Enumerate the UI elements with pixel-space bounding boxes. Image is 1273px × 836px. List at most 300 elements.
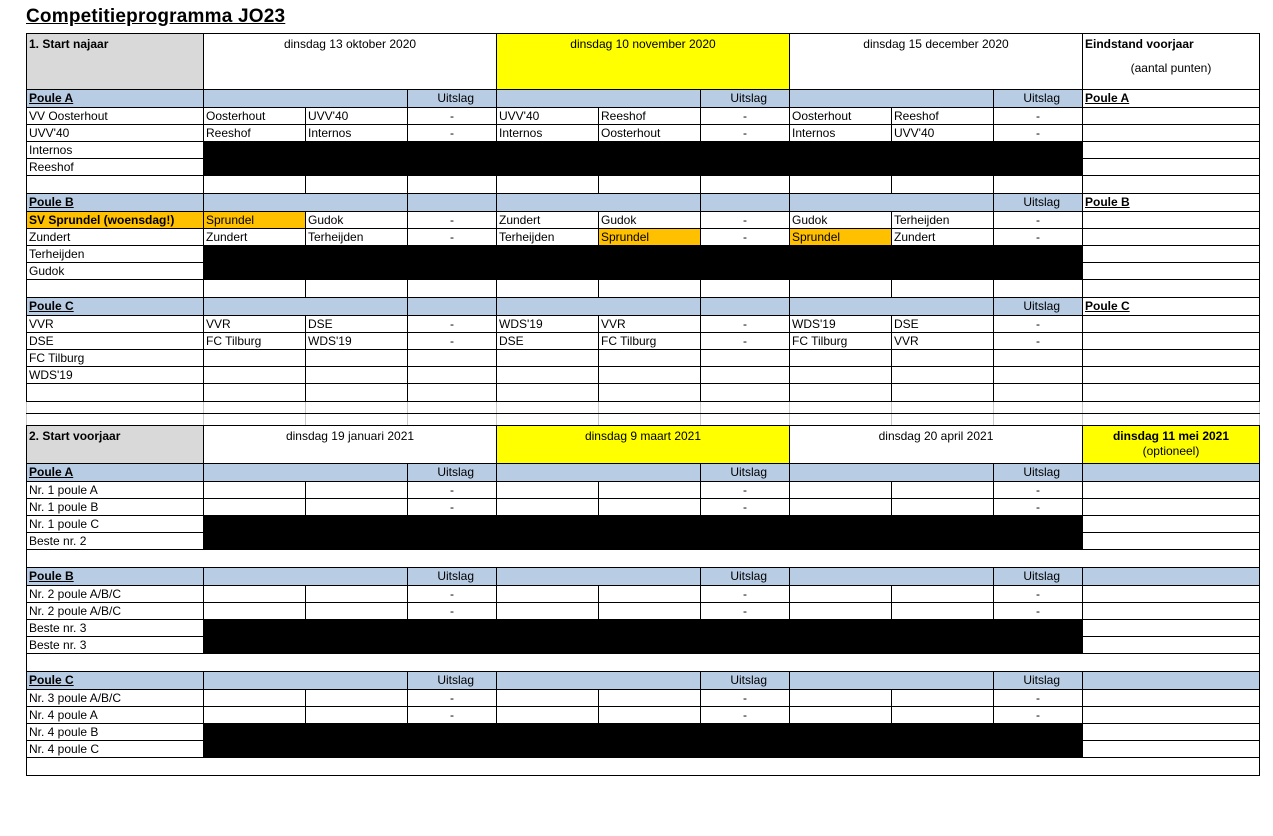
match-team: Zundert bbox=[497, 212, 599, 229]
poule-label-end: Poule C bbox=[1083, 298, 1260, 316]
uitslag-label: Uitslag bbox=[701, 464, 790, 482]
match-team: VVR bbox=[892, 333, 994, 350]
empty-cell bbox=[408, 367, 497, 384]
team-name: Zundert bbox=[27, 229, 204, 246]
empty-cell bbox=[892, 414, 994, 426]
blue-spacer bbox=[497, 194, 701, 212]
empty-cell bbox=[994, 402, 1083, 414]
standings-cell bbox=[1083, 482, 1260, 499]
table-row bbox=[27, 499, 1260, 516]
table-row bbox=[27, 724, 1260, 741]
poule-label-end: Poule B bbox=[1083, 194, 1260, 212]
score-dash: - bbox=[701, 690, 790, 707]
empty-cell bbox=[27, 550, 1260, 568]
empty-cell bbox=[790, 280, 892, 298]
empty-cell bbox=[994, 176, 1083, 194]
standings-cell bbox=[1083, 690, 1260, 707]
empty-cell bbox=[306, 367, 408, 384]
score-dash: - bbox=[701, 229, 790, 246]
blue-spacer bbox=[204, 672, 408, 690]
team-name: Internos bbox=[27, 142, 204, 159]
empty-cell bbox=[994, 350, 1083, 367]
uitslag-label: Uitslag bbox=[994, 568, 1083, 586]
score-dash: - bbox=[408, 212, 497, 229]
standings-cell bbox=[1083, 350, 1260, 367]
uitslag-label bbox=[701, 298, 790, 316]
match-team: Terheijden bbox=[497, 229, 599, 246]
team-name: SV Sprundel (woensdag!) bbox=[27, 212, 204, 229]
blocked-area bbox=[204, 516, 1083, 550]
blocked-area bbox=[204, 620, 1083, 654]
team-name: Terheijden bbox=[27, 246, 204, 263]
table-row bbox=[27, 298, 1260, 316]
empty-cell bbox=[790, 350, 892, 367]
empty-cell bbox=[892, 384, 994, 402]
end-column-header bbox=[1083, 34, 1260, 90]
match-date: dinsdag 19 januari 2021 bbox=[204, 426, 497, 464]
match-team bbox=[599, 603, 701, 620]
team-name: Beste nr. 2 bbox=[27, 533, 204, 550]
match-team bbox=[892, 603, 994, 620]
match-team bbox=[204, 707, 306, 724]
match-team bbox=[306, 690, 408, 707]
table-row bbox=[27, 758, 1260, 776]
team-name: UVV'40 bbox=[27, 125, 204, 142]
empty-cell bbox=[204, 414, 306, 426]
empty-cell bbox=[701, 384, 790, 402]
score-dash: - bbox=[408, 333, 497, 350]
match-team: Sprundel bbox=[204, 212, 306, 229]
match-team: Zundert bbox=[204, 229, 306, 246]
empty-cell bbox=[599, 402, 701, 414]
empty-cell bbox=[306, 350, 408, 367]
score-dash: - bbox=[994, 603, 1083, 620]
score-dash: - bbox=[408, 229, 497, 246]
match-date: dinsdag 13 oktober 2020 bbox=[204, 34, 497, 90]
standings-cell bbox=[1083, 741, 1260, 758]
blue-spacer bbox=[790, 90, 994, 108]
match-team: UVV'40 bbox=[892, 125, 994, 142]
competition-table bbox=[26, 33, 1260, 776]
match-date: dinsdag 15 december 2020 bbox=[790, 34, 1083, 90]
uitslag-label: Uitslag bbox=[701, 568, 790, 586]
score-dash: - bbox=[408, 603, 497, 620]
table-row bbox=[27, 550, 1260, 568]
empty-cell bbox=[599, 384, 701, 402]
blue-spacer bbox=[790, 672, 994, 690]
empty-cell bbox=[1083, 384, 1260, 402]
score-dash: - bbox=[701, 707, 790, 724]
score-dash: - bbox=[994, 482, 1083, 499]
match-team bbox=[892, 586, 994, 603]
uitslag-label: Uitslag bbox=[701, 90, 790, 108]
table-row bbox=[27, 414, 1260, 426]
match-team: Gudok bbox=[790, 212, 892, 229]
empty-cell bbox=[497, 402, 599, 414]
section-label: 1. Start najaar bbox=[27, 34, 204, 90]
empty-cell bbox=[497, 384, 599, 402]
team-name: Nr. 2 poule A/B/C bbox=[27, 603, 204, 620]
poule-label: Poule C bbox=[27, 672, 204, 690]
table-row bbox=[27, 402, 1260, 414]
page-title: Competitieprogramma JO23 bbox=[26, 6, 286, 27]
empty-cell bbox=[408, 384, 497, 402]
table-row bbox=[27, 586, 1260, 603]
score-dash: - bbox=[701, 482, 790, 499]
empty-cell bbox=[497, 414, 599, 426]
team-name: Nr. 4 poule A bbox=[27, 707, 204, 724]
blue-spacer bbox=[497, 568, 701, 586]
empty-cell bbox=[790, 176, 892, 194]
empty-cell bbox=[204, 384, 306, 402]
match-team: FC Tilburg bbox=[790, 333, 892, 350]
team-name: FC Tilburg bbox=[27, 350, 204, 367]
match-date: dinsdag 20 april 2021 bbox=[790, 426, 1083, 464]
match-team: Terheijden bbox=[892, 212, 994, 229]
blue-spacer bbox=[204, 464, 408, 482]
table-row bbox=[27, 246, 1260, 263]
team-name: Nr. 3 poule A/B/C bbox=[27, 690, 204, 707]
table-row bbox=[27, 212, 1260, 229]
empty-cell bbox=[599, 350, 701, 367]
blue-spacer bbox=[790, 568, 994, 586]
empty-cell bbox=[27, 654, 1260, 672]
match-team bbox=[790, 690, 892, 707]
blue-spacer bbox=[204, 194, 408, 212]
table-row bbox=[27, 384, 1260, 402]
empty-cell bbox=[599, 176, 701, 194]
end-title: dinsdag 11 mei 2021 bbox=[1112, 429, 1230, 443]
match-team bbox=[497, 690, 599, 707]
empty-cell bbox=[27, 176, 204, 194]
match-team bbox=[497, 586, 599, 603]
standings-cell bbox=[1083, 516, 1260, 533]
team-name: Nr. 1 poule C bbox=[27, 516, 204, 533]
match-team bbox=[306, 707, 408, 724]
empty-cell bbox=[994, 414, 1083, 426]
standings-cell bbox=[1083, 637, 1260, 654]
match-team: DSE bbox=[892, 316, 994, 333]
match-team bbox=[306, 482, 408, 499]
match-team: Internos bbox=[790, 125, 892, 142]
score-dash: - bbox=[994, 707, 1083, 724]
standings-cell bbox=[1083, 620, 1260, 637]
empty-cell bbox=[599, 280, 701, 298]
uitslag-label: Uitslag bbox=[994, 194, 1083, 212]
empty-cell bbox=[701, 350, 790, 367]
team-name: VVR bbox=[27, 316, 204, 333]
uitslag-label: Uitslag bbox=[994, 672, 1083, 690]
match-team: WDS'19 bbox=[790, 316, 892, 333]
match-team bbox=[599, 499, 701, 516]
match-team bbox=[306, 603, 408, 620]
match-team: Sprundel bbox=[790, 229, 892, 246]
uitslag-label: Uitslag bbox=[408, 90, 497, 108]
standings-cell bbox=[1083, 108, 1260, 125]
table-row bbox=[27, 316, 1260, 333]
score-dash: - bbox=[994, 586, 1083, 603]
empty-cell bbox=[27, 280, 204, 298]
blue-spacer bbox=[497, 298, 701, 316]
empty-cell bbox=[497, 367, 599, 384]
score-dash: - bbox=[701, 603, 790, 620]
table-row bbox=[27, 350, 1260, 367]
score-dash: - bbox=[994, 125, 1083, 142]
standings-cell bbox=[1083, 533, 1260, 550]
score-dash: - bbox=[701, 212, 790, 229]
blocked-area bbox=[204, 246, 1083, 280]
poule-label: Poule B bbox=[27, 194, 204, 212]
empty-cell bbox=[790, 367, 892, 384]
blue-spacer bbox=[204, 90, 408, 108]
score-dash: - bbox=[408, 108, 497, 125]
standings-cell bbox=[1083, 125, 1260, 142]
empty-cell bbox=[892, 176, 994, 194]
match-team bbox=[790, 482, 892, 499]
standings-cell bbox=[1083, 246, 1260, 263]
empty-cell bbox=[204, 176, 306, 194]
poule-label: Poule A bbox=[27, 464, 204, 482]
score-dash: - bbox=[994, 108, 1083, 125]
match-team: Terheijden bbox=[306, 229, 408, 246]
table-row bbox=[27, 426, 1260, 464]
empty-cell bbox=[204, 367, 306, 384]
score-dash: - bbox=[994, 212, 1083, 229]
end-subtitle: (aantal punten) bbox=[1130, 61, 1212, 75]
standings-cell bbox=[1083, 316, 1260, 333]
match-team bbox=[790, 586, 892, 603]
score-dash: - bbox=[994, 690, 1083, 707]
standings-cell bbox=[1083, 142, 1260, 159]
match-team: FC Tilburg bbox=[599, 333, 701, 350]
table-row bbox=[27, 333, 1260, 350]
table-row bbox=[27, 672, 1260, 690]
empty-cell bbox=[204, 402, 306, 414]
empty-cell bbox=[701, 402, 790, 414]
match-team bbox=[790, 707, 892, 724]
match-team: FC Tilburg bbox=[204, 333, 306, 350]
blue-spacer bbox=[204, 568, 408, 586]
uitslag-label: Uitslag bbox=[408, 672, 497, 690]
match-team: DSE bbox=[306, 316, 408, 333]
match-team bbox=[306, 499, 408, 516]
team-name: Nr. 1 poule B bbox=[27, 499, 204, 516]
uitslag-label bbox=[408, 194, 497, 212]
table-row bbox=[27, 690, 1260, 707]
empty-cell bbox=[27, 402, 204, 414]
empty-cell bbox=[408, 176, 497, 194]
team-name: DSE bbox=[27, 333, 204, 350]
standings-cell bbox=[1083, 229, 1260, 246]
match-team: Oosterhout bbox=[599, 125, 701, 142]
match-team bbox=[892, 707, 994, 724]
empty-cell bbox=[994, 280, 1083, 298]
poule-label: Poule B bbox=[27, 568, 204, 586]
empty-cell bbox=[27, 414, 204, 426]
empty-cell bbox=[306, 384, 408, 402]
table-row bbox=[27, 603, 1260, 620]
blue-spacer bbox=[497, 90, 701, 108]
table-row bbox=[27, 194, 1260, 212]
empty-cell bbox=[306, 176, 408, 194]
empty-cell bbox=[701, 176, 790, 194]
score-dash: - bbox=[701, 125, 790, 142]
match-team: WDS'19 bbox=[497, 316, 599, 333]
blue-spacer bbox=[790, 464, 994, 482]
blue-spacer bbox=[1083, 568, 1260, 586]
uitslag-label: Uitslag bbox=[994, 464, 1083, 482]
standings-cell bbox=[1083, 159, 1260, 176]
empty-cell bbox=[790, 414, 892, 426]
table-row bbox=[27, 482, 1260, 499]
match-team: Gudok bbox=[599, 212, 701, 229]
table-row bbox=[27, 620, 1260, 637]
standings-cell bbox=[1083, 499, 1260, 516]
table-row bbox=[27, 229, 1260, 246]
match-team: Reeshof bbox=[892, 108, 994, 125]
empty-cell bbox=[892, 350, 994, 367]
empty-cell bbox=[408, 280, 497, 298]
match-team bbox=[497, 603, 599, 620]
empty-cell bbox=[701, 414, 790, 426]
match-team bbox=[204, 499, 306, 516]
empty-cell bbox=[27, 384, 204, 402]
team-name: WDS'19 bbox=[27, 367, 204, 384]
standings-cell bbox=[1083, 586, 1260, 603]
empty-cell bbox=[497, 280, 599, 298]
poule-label-end: Poule A bbox=[1083, 90, 1260, 108]
match-team bbox=[497, 482, 599, 499]
match-team bbox=[892, 482, 994, 499]
empty-cell bbox=[790, 402, 892, 414]
empty-cell bbox=[204, 280, 306, 298]
blocked-area bbox=[204, 724, 1083, 758]
score-dash: - bbox=[408, 690, 497, 707]
empty-cell bbox=[1083, 280, 1260, 298]
empty-cell bbox=[701, 280, 790, 298]
empty-cell bbox=[599, 367, 701, 384]
empty-cell bbox=[408, 402, 497, 414]
empty-cell bbox=[701, 367, 790, 384]
empty-cell bbox=[408, 414, 497, 426]
match-team bbox=[599, 690, 701, 707]
team-name: Gudok bbox=[27, 263, 204, 280]
match-team: Gudok bbox=[306, 212, 408, 229]
empty-cell bbox=[892, 367, 994, 384]
score-dash: - bbox=[408, 499, 497, 516]
match-date: dinsdag 10 november 2020 bbox=[497, 34, 790, 90]
uitslag-label: Uitslag bbox=[408, 464, 497, 482]
table-row bbox=[27, 654, 1260, 672]
match-team: WDS'19 bbox=[306, 333, 408, 350]
table-row bbox=[27, 176, 1260, 194]
empty-cell bbox=[599, 414, 701, 426]
uitslag-label bbox=[408, 298, 497, 316]
score-dash: - bbox=[701, 108, 790, 125]
score-dash: - bbox=[408, 482, 497, 499]
standings-cell bbox=[1083, 212, 1260, 229]
table-row bbox=[27, 568, 1260, 586]
match-team: DSE bbox=[497, 333, 599, 350]
empty-cell bbox=[204, 350, 306, 367]
score-dash: - bbox=[408, 316, 497, 333]
empty-cell bbox=[892, 402, 994, 414]
match-team bbox=[599, 482, 701, 499]
match-team bbox=[790, 499, 892, 516]
poule-label: Poule C bbox=[27, 298, 204, 316]
blue-spacer bbox=[204, 298, 408, 316]
table-row bbox=[27, 367, 1260, 384]
score-dash: - bbox=[408, 125, 497, 142]
section-label: 2. Start voorjaar bbox=[27, 426, 204, 464]
match-team: VVR bbox=[204, 316, 306, 333]
table-row bbox=[27, 142, 1260, 159]
table-row bbox=[27, 125, 1260, 142]
match-team: Oosterhout bbox=[204, 108, 306, 125]
empty-cell bbox=[27, 758, 1260, 776]
match-team: Internos bbox=[306, 125, 408, 142]
empty-cell bbox=[1083, 414, 1260, 426]
match-team bbox=[497, 499, 599, 516]
team-name: Beste nr. 3 bbox=[27, 637, 204, 654]
empty-cell bbox=[892, 280, 994, 298]
empty-cell bbox=[306, 414, 408, 426]
team-name: VV Oosterhout bbox=[27, 108, 204, 125]
empty-cell bbox=[994, 367, 1083, 384]
team-name: Beste nr. 3 bbox=[27, 620, 204, 637]
poule-label: Poule A bbox=[27, 90, 204, 108]
blue-spacer bbox=[1083, 464, 1260, 482]
table-row bbox=[27, 108, 1260, 125]
score-dash: - bbox=[701, 316, 790, 333]
score-dash: - bbox=[994, 333, 1083, 350]
blue-spacer bbox=[497, 672, 701, 690]
standings-cell bbox=[1083, 707, 1260, 724]
end-subtitle: (optioneel) bbox=[1142, 444, 1200, 458]
match-team bbox=[306, 586, 408, 603]
match-team: Reeshof bbox=[599, 108, 701, 125]
table-row bbox=[27, 516, 1260, 533]
empty-cell bbox=[497, 176, 599, 194]
standings-cell bbox=[1083, 724, 1260, 741]
table-row bbox=[27, 90, 1260, 108]
empty-cell bbox=[306, 280, 408, 298]
table-row bbox=[27, 34, 1260, 90]
match-team: VVR bbox=[599, 316, 701, 333]
empty-cell bbox=[1083, 402, 1260, 414]
table-row bbox=[27, 464, 1260, 482]
blocked-area bbox=[204, 142, 1083, 176]
team-name: Nr. 1 poule A bbox=[27, 482, 204, 499]
blue-spacer bbox=[790, 194, 994, 212]
team-name: Nr. 2 poule A/B/C bbox=[27, 586, 204, 603]
uitslag-label: Uitslag bbox=[994, 298, 1083, 316]
table-row bbox=[27, 707, 1260, 724]
score-dash: - bbox=[408, 586, 497, 603]
match-team bbox=[892, 499, 994, 516]
match-team bbox=[790, 603, 892, 620]
team-name: Nr. 4 poule B bbox=[27, 724, 204, 741]
score-dash: - bbox=[994, 229, 1083, 246]
match-team bbox=[204, 690, 306, 707]
uitslag-label bbox=[701, 194, 790, 212]
empty-cell bbox=[306, 402, 408, 414]
blue-spacer bbox=[1083, 672, 1260, 690]
score-dash: - bbox=[701, 333, 790, 350]
score-dash: - bbox=[408, 707, 497, 724]
blue-spacer bbox=[790, 298, 994, 316]
match-team bbox=[204, 603, 306, 620]
